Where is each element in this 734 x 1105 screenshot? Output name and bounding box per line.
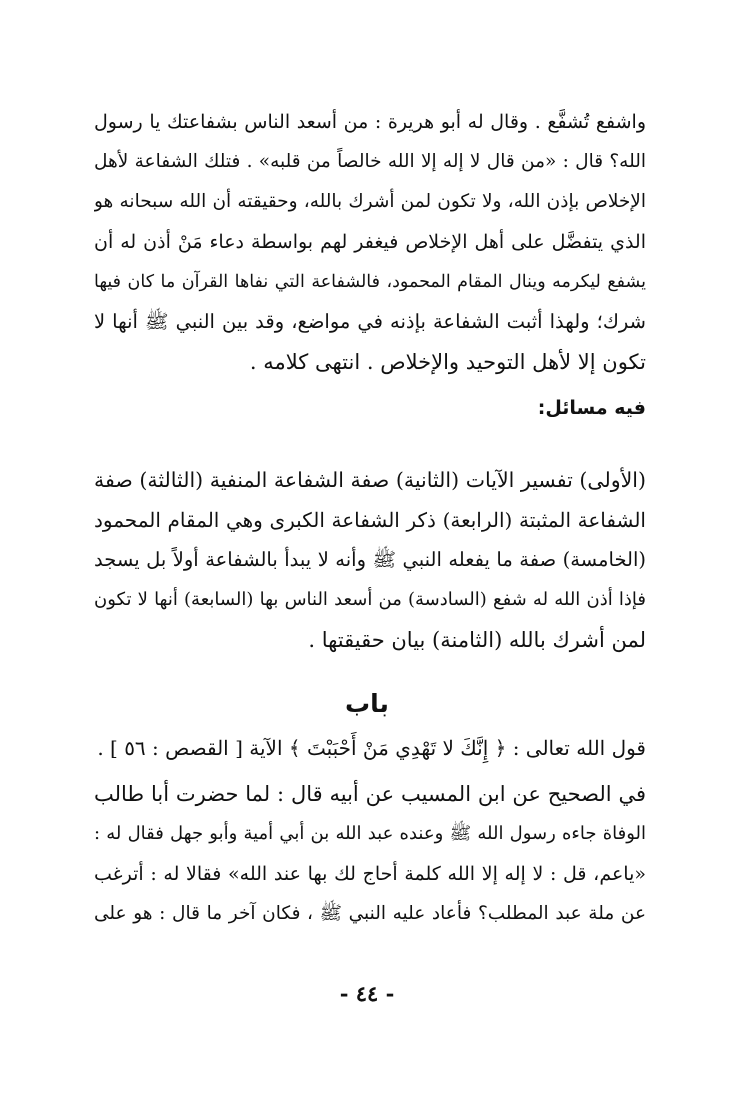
text-line: الوفاة جاءه رسول الله ﷺ وعنده عبد الله بن أبي أمية وأبو جهل فقال له : (94, 823, 646, 844)
text-line: شرك؛ ولهذا أثبت الشفاعة بإذنه في مواضع، وقد بين النبي ﷺ أنها لا (94, 310, 646, 333)
text-line: (الخامسة) صفة ما يفعله النبي ﷺ وأنه لا يبدأ بالشفاعة أولاً بل يسجد (94, 548, 646, 571)
text-line: لمن أشرك بالله (الثامنة) بيان حقيقتها . (308, 628, 646, 652)
text-line: الله؟ قال : «من قال لا إله إلا الله خالصاً من قلبه» . فتلك الشفاعة لأهل (94, 151, 646, 172)
page-number: - ٤٤ - (339, 981, 395, 1006)
chapter-heading: باب (345, 689, 389, 718)
text-line: في الصحيح عن ابن المسيب عن أبيه قال : لما حضرت أبا طالب (94, 782, 646, 806)
verse-line: قول الله تعالى : ﴿ إِنَّكَ لا تَهْدِي مَنْ أَحْبَبْتَ ﴾ الآية [ القصص : ٥٦ ] . (97, 736, 646, 760)
text-line: يشفع ليكرمه وينال المقام المحمود، فالشفاعة التي نفاها القرآن ما كان فيها (94, 272, 646, 292)
text-line: تكون إلا لأهل التوحيد والإخلاص . انتهى كلامه . (249, 350, 646, 374)
text-line: الشفاعة المثبتة (الرابعة) ذكر الشفاعة الكبرى وهي المقام المحمود (94, 508, 646, 532)
text-line: «ياعم، قل : لا إله إلا الله كلمة أحاج لك بها عند الله» فقالا له : أترغب (94, 863, 646, 885)
text-line: الذي يتفضَّل على أهل الإخلاص فيغفر لهم بواسطة دعاء مَنْ أذن له أن (94, 231, 646, 253)
text-line: فإذا أذن الله له شفع (السادسة) من أسعد الناس بها (السابعة) أنها لا تكون (94, 589, 646, 610)
text-line: الإخلاص بإذن الله، ولا تكون لمن أشرك بالله، وحقيقته أن الله سبحانه هو (94, 191, 646, 212)
masail-heading: فيه مسائل: (537, 397, 646, 419)
text-line: عن ملة عبد المطلب؟ فأعاد عليه النبي ﷺ ، فكان آخر ما قال : هو على (94, 903, 646, 924)
text-line: (الأولى) تفسير الآيات (الثانية) صفة الشفاعة المنفية (الثالثة) صفة (94, 468, 646, 492)
text-line: واشفع تُشفَّع . وقال له أبو هريرة : من أسعد الناس بشفاعتك يا رسول (94, 111, 646, 133)
